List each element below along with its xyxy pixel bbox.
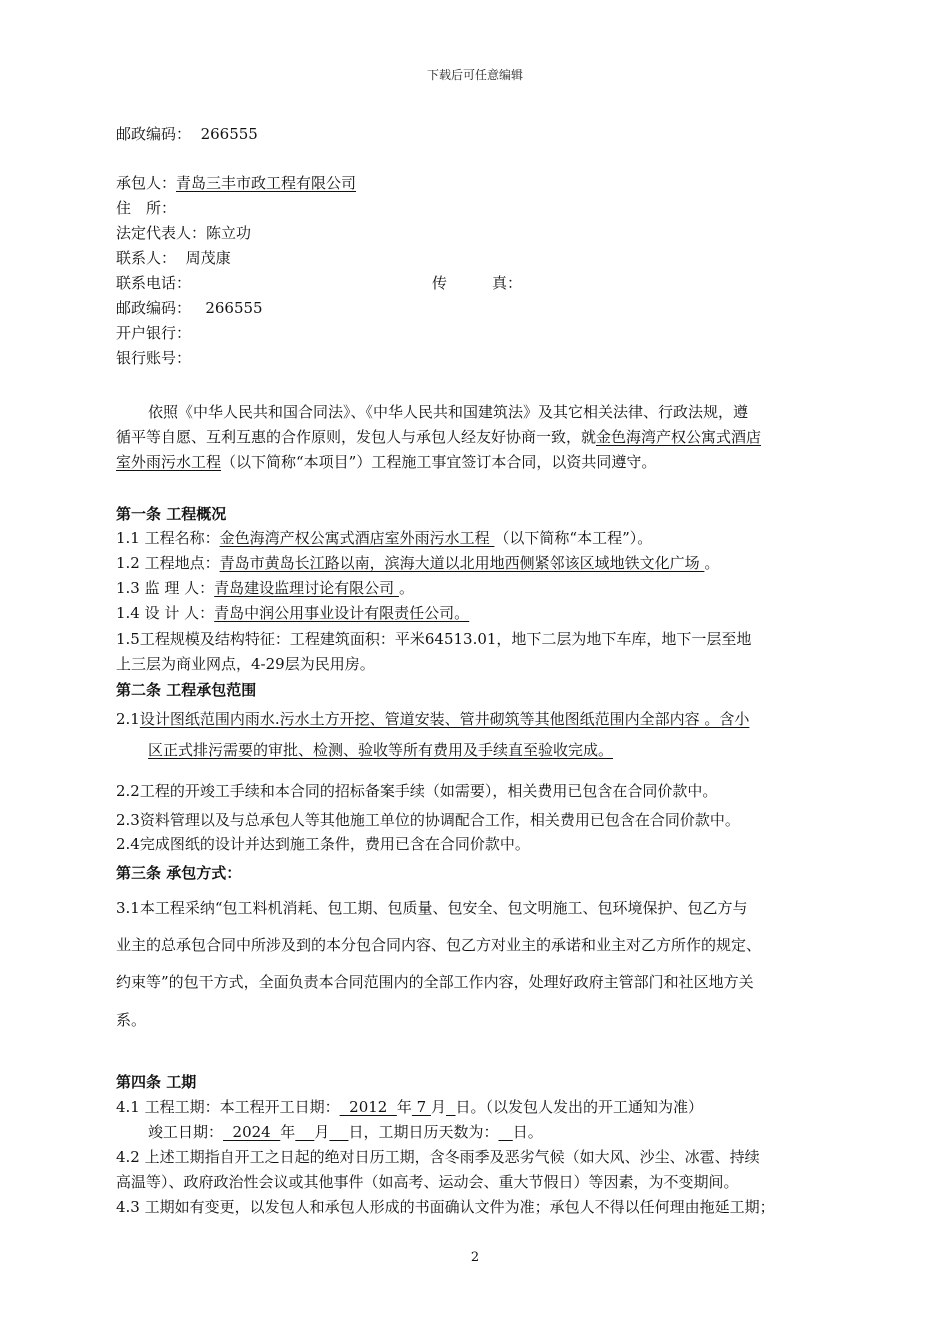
- article-4-title: 第四条 工期: [116, 1073, 197, 1091]
- article-2-4: 2.4完成图纸的设计并达到施工条件，费用已含在合同价款中。: [116, 835, 530, 853]
- finish-month: [295, 1123, 314, 1141]
- finish-year: 2024: [223, 1123, 281, 1141]
- article-1-5-line-2: 上三层为商业网点，4-29层为民用房。: [116, 655, 375, 673]
- project-name-part1: 金色海湾产权公寓式酒店: [596, 428, 762, 446]
- start-year: 2012: [339, 1098, 397, 1116]
- contractor-name: 青岛三丰市政工程有限公司: [176, 174, 357, 192]
- phone-fax-line: 联系电话： 传 真：: [116, 274, 523, 292]
- page-header-note: 下载后可任意编辑: [426, 68, 523, 82]
- start-day: [446, 1098, 456, 1116]
- article-3-line-2: 业主的总承包合同中所涉及到的本分包合同内容、包乙方对业主的承诺和业主对乙方所作的规定、: [116, 936, 762, 954]
- fax-label: 传 真：: [432, 274, 523, 292]
- article-1-3: 1.3 监 理 人：青岛建设监理讨论有限公司 。: [116, 579, 414, 597]
- article-4-1-finish: 竣工日期： 2024 年 月 日，工期日历天数为： 日。: [148, 1123, 543, 1141]
- article-3-line-3: 约束等”的包干方式，全面负责本合同范围内的全部工作内容，处理好政府主管部门和社区地方关: [116, 973, 754, 991]
- page-number: 2: [470, 1250, 480, 1265]
- contact-line: 联系人： 周茂康: [116, 249, 231, 267]
- article-4-3: 4.3 工期如有变更，以发包人和承包人形成的书面确认文件为准；承包人不得以任何理由拖延工期；: [116, 1198, 775, 1216]
- article-4-2-line-1: 4.2 上述工期指自开工之日起的绝对日历工期，含冬雨季及恶劣气候（如大风、沙尘、冰雹、持续: [116, 1148, 760, 1166]
- duration-days: [498, 1123, 512, 1141]
- preamble-line-1: 依照《中华人民共和国合同法》、《中华人民共和国建筑法》及其它相关法律、行政法规，遵: [148, 403, 749, 421]
- article-4-2-line-2: 高温等）、政府政治性会议或其他事件（如高考、运动会、重大节假日）等因素，为不变期间。: [116, 1173, 739, 1191]
- article-2-1-line-1: 2.1设计图纸范围内雨水.污水土方开挖、管道安装、管井砌筑等其他图纸范围内全部内容 。含小: [116, 710, 750, 728]
- contractor-address-line: 住 所：: [116, 199, 177, 217]
- article-2-2: 2.2工程的开竣工手续和本合同的招标备案手续（如需要），相关费用已包含在合同价款中。: [116, 782, 718, 800]
- article-2-1-line-2: 区正式排污需要的审批、检测、验收等所有费用及手续直至验收完成。: [148, 741, 614, 759]
- article-1-4: 1.4 设 计 人：青岛中润公用事业设计有限责任公司。: [116, 604, 470, 622]
- project-name-part2: 室外雨污水工程: [116, 453, 222, 471]
- article-1-title: 第一条 工程概况: [116, 505, 227, 523]
- article-3-title: 第三条 承包方式：: [116, 864, 242, 882]
- preamble-line-2: 循平等自愿、互利互惠的合作原则，发包人与承包人经友好协商一致，就金色海湾产权公寓式酒店: [116, 428, 762, 446]
- article-1-2: 1.2 工程地点：青岛市黄岛长江路以南，滨海大道以北用地西侧紧邻该区域地铁文化广场 。: [116, 554, 720, 572]
- contractor-name-line: 承包人：青岛三丰市政工程有限公司: [116, 174, 357, 192]
- article-3-line-1: 3.1本工程采纳“包工料机消耗、包工期、包质量、包安全、包文明施工、包环境保护、包乙方与: [116, 899, 748, 917]
- bank-line: 开户银行：: [116, 324, 192, 342]
- employer-postal-line: 邮政编码： 266555: [116, 125, 258, 143]
- article-3-line-4: 系。: [116, 1011, 147, 1029]
- article-2-3: 2.3资料管理以及与总承包人等其他施工单位的协调配合工作，相关费用已包含在合同价款中。: [116, 811, 740, 829]
- preamble-line-3: 室外雨污水工程（以下简称“本项目”）工程施工事宜签订本合同，以资共同遵守。: [116, 453, 657, 471]
- legal-rep-line: 法定代表人：陈立功: [116, 224, 252, 242]
- contractor-postal-line: 邮政编码： 266555: [116, 299, 263, 317]
- finish-day: [329, 1123, 348, 1141]
- article-1-5-line-1: 1.5工程规模及结构特征：工程建筑面积：平米64513.01，地下二层为地下车库，地下一层至地: [116, 630, 752, 648]
- article-1-1: 1.1 工程名称：金色海湾产权公寓式酒店室外雨污水工程 （以下简称“本工程”）。: [116, 529, 653, 547]
- article-2-title: 第二条 工程承包范围: [116, 681, 257, 699]
- start-month: 7: [411, 1098, 431, 1116]
- account-line: 银行账号：: [116, 349, 192, 367]
- article-4-1-start: 4.1 工程工期：本工程开工日期： 2012 年 7 月 日。（以发包人发出的开工通知为准）: [116, 1098, 704, 1116]
